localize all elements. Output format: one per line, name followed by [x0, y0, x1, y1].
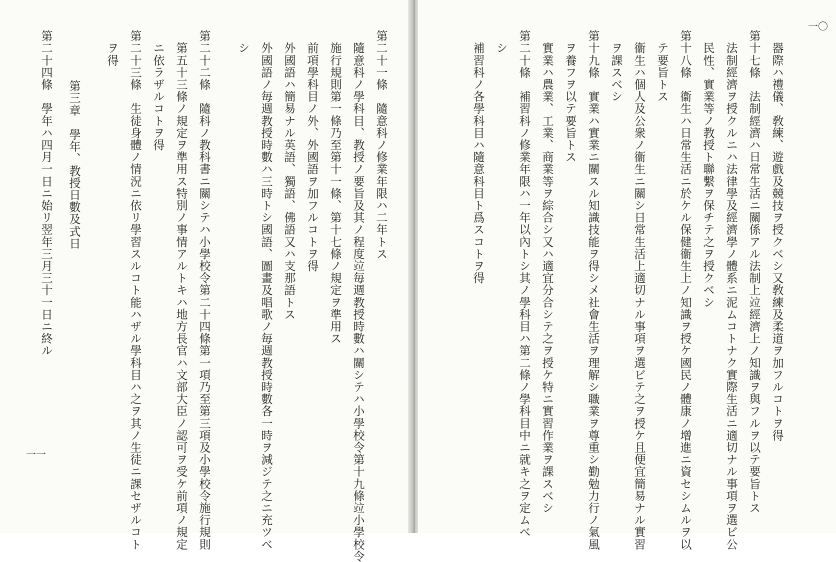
text-column: 第二十條 補習科ノ修業年限ハ一年以內トシ其ノ學科目ハ第二條ノ學科目中ニ就キ之ヲ定ムベ [518, 30, 532, 539]
page-number: 一〇 [808, 22, 828, 33]
text-column: 第十九條 實業ハ實業ニ關スル知識技能ヲ得シメ社會生活ヲ理解シ職業ヲ尊重シ勤勉力行ノ氣風 [587, 30, 601, 551]
text-column: テ要旨トス [656, 30, 670, 103]
text-column: 施行規則第一條乃至第十一條、第十七條ノ規定ヲ準用ス [329, 30, 343, 345]
text-column: 實業ハ農業、工業、商業等ヲ綜合シ又ハ適宜分合シテ之ヲ授ケ特ニ實習作業ヲ課スベシ [541, 30, 555, 514]
text-column: 隨意科ノ學科目、教授ノ要旨及其ノ程度竝毎週教授時數ハ關シテハ小學校令第十九條竝小學校令 [352, 30, 366, 562]
page-number: 一一 [26, 450, 46, 461]
text-column: 衞生ハ個人及公衆ノ衞生ニ關シ日常生活上適切ナル事項ヲ選ビテ之ヲ授ケ且便宜簡易ナル實習 [633, 30, 647, 551]
text-column: シ [237, 30, 251, 55]
text-column: 第二十三條 生徒身體ノ情況ニ依リ學習スルコト能ハザル學科目ハ之ヲ其ノ生徒ニ課セザルコト [129, 30, 143, 551]
text-column: 第十八條 衞生ハ日常生活ニ於ケル保健衞生上ノ知識ヲ授ケ國民ノ體康ノ增進ニ資セシムルヲ以 [679, 30, 693, 551]
text-column: 法制經濟ヲ授クルニハ法律學及經濟學ノ體系ニ泥ムコトナク實際生活ニ適切ナル事項ヲ選ビ公 [725, 30, 739, 551]
text-column: シ [495, 30, 509, 55]
text-column: 第二十二條 隨科ノ教科書ニ關シテハ小學校令第二十四條第一項乃至第三項及小學校令施行規則 [198, 30, 212, 551]
text-column: 第二十一條 隨意科ノ修業年限ハ二年トス [375, 30, 389, 260]
text-column: 前項學科目ノ外、外國語ヲ加フルコトヲ得 [306, 30, 320, 272]
chapter-heading: 第三章 學年、教授日數及式日 [68, 80, 82, 250]
text-column: ヲ課スベシ [610, 30, 624, 103]
text-column: ヲ養フヲ以テ要旨トス [564, 30, 578, 164]
text-column: 補習科ノ各學科目ハ隨意科目ト爲スコトヲ得 [472, 30, 486, 285]
text-column: 器際ハ禮儀、敎練、遊戲及競技ヲ授クベシ又敎練及柔道ヲ加フルコトヲ得 [771, 30, 785, 442]
text-column: 民性、實業等ノ教授ト聯繫ヲ保チテ之ヲ授クベシ [702, 30, 716, 309]
left-page [0, 0, 410, 562]
text-column: 外國語ノ毎週教授時數ハ三時トシ國語、圖畫及唱歌ノ毎週教授時數各一時ヲ減ジテ之ニ充ツベ [260, 30, 274, 551]
text-column: 第二十四條 學年ハ四月一日ニ始リ翌年三月三十一日ニ終ル [40, 30, 54, 357]
text-column: ニ依ラザルコトヲ得 [152, 30, 166, 151]
text-column: 外國語ハ簡易ナル英語、獨語、佛語又ハ支那語トス [283, 30, 297, 321]
text-column: 第五十三條ノ規定ヲ準用ス特別ノ事情アルトキハ地方長官ハ文部大臣ノ認可ヲ受ケ前項ノ規定 [175, 30, 189, 551]
right-page [418, 0, 836, 551]
text-column: 第十七條 法制經濟ハ日常生活ニ關係アル法制上竝經濟上ノ知識ヲ與フルヲ以テ要旨トス [748, 30, 762, 514]
text-column: ヲ得 [106, 30, 120, 67]
